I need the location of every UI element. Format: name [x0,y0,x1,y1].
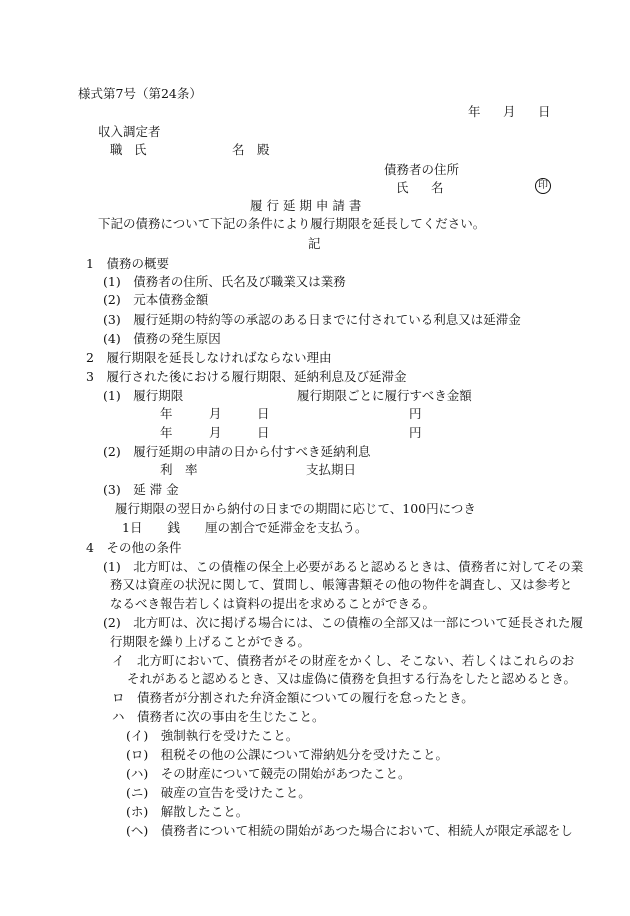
ki-label: 記 [308,236,321,251]
section3-heading: 3 履行された後における履行期限、延納利息及び延滞金 [86,369,407,384]
addressee-title: 収入調定者 [98,124,161,139]
addressee-shi: 氏 [134,142,147,157]
debtor-name-shi: 氏 [396,180,409,195]
form-number: 様式第7号（第24条） [78,86,202,101]
date-day: 日 [538,104,551,119]
section3-item1-right-label: 履行期限ごとに履行すべき金額 [297,388,472,403]
intro-text: 下記の債務について下記の条件により履行期限を延長してください。 [98,216,486,231]
section3-item2-label: (2) 履行延期の申請の日から付すべき延納利息 [103,444,371,459]
item-ha: ハ 債務者に次の事由を生じたこと。 [112,709,325,724]
item-ro: ロ 債務者が分割された弁済金額についての履行を怠ったとき。 [112,690,474,705]
row1-year: 年 [160,406,173,421]
row2-day: 日 [257,425,270,440]
debtor-address-label: 債務者の住所 [384,162,460,177]
row1-month: 月 [209,406,222,421]
p1-line1: (1) 北方町は、この債権の保全上必要があると認めるときは、債務者に対してその業 [103,559,584,574]
section1-item-1: (1) 債務者の住所、氏名及び職業又は業務 [103,274,346,289]
sub-item-4: (ニ) 破産の宣告を受けたこと。 [126,785,311,800]
row1-yen: 円 [409,406,422,421]
section4-heading: 4 その他の条件 [86,540,182,555]
section1-heading: 1 債務の概要 [86,256,169,271]
row1-day: 日 [257,406,270,421]
item-i-line1: イ 北方町において、債務者がその財産をかくし、そこない、若しくはこれらのお [112,653,575,668]
addressee-den: 殿 [257,142,270,157]
date-month: 月 [503,104,516,119]
p2-line1: (2) 北方町は、次に掲げる場合には、この債権の全部又は一部について延長された履 [103,615,583,630]
p2-line2: 行期限を繰り上げることができる。 [110,634,311,649]
section3-item1-label: (1) 履行期限 [103,388,184,403]
section1-item-2: (2) 元本債務金額 [103,292,209,307]
debtor-name-mei: 名 [431,180,444,195]
item-i-line2: それがあると認めるとき、又は虚偽に債務を負担する行為をしたと認めるとき。 [127,671,577,686]
sub-item-6: (ヘ) 債務者について相続の開始があつた場合において、相続人が限定承認をし [126,823,573,838]
addressee-mei: 名 [232,142,245,157]
sub-item-5: (ホ) 解散したこと。 [126,804,249,819]
section1-item-3: (3) 履行延期の特約等の承認のある日までに付されている利息又は延滞金 [103,312,521,327]
sub-item-2: (ロ) 租税その他の公課について滞納処分を受けたこと。 [126,747,449,762]
payday-label: 支払期日 [306,462,357,477]
sub-item-1: (イ) 強制執行を受けたこと。 [126,728,299,743]
sub-item-3: (ハ) その財産について競売の開始があつたこと。 [126,766,411,781]
date-year: 年 [468,104,481,119]
late-fee-line2: 1日 銭 厘の割合で延滞金を支払う。 [122,520,368,535]
row2-month: 月 [209,425,222,440]
p1-line3: なるべき報告若しくは資料の提出を求めることができる。 [110,596,436,611]
late-fee-line1: 履行期限の翌日から納付の日までの期間に応じて、100円につき [115,501,476,516]
section1-item-4: (4) 債務の発生原因 [103,331,221,346]
section2-heading: 2 履行期限を延長しなければならない理由 [86,350,332,365]
section3-item3-label: (3) 延 滞 金 [103,482,179,497]
form-title: 履 行 延 期 申 請 書 [250,198,362,213]
p1-line2: 務又は資産の状況に関して、質問し、帳簿書類その他の物件を調査し、又は参考と [110,577,573,592]
seal-mark: 印 [535,178,551,194]
row2-year: 年 [160,425,173,440]
addressee-shoku: 職 [110,142,123,157]
rate-label: 利 率 [160,462,198,477]
row2-yen: 円 [409,425,422,440]
